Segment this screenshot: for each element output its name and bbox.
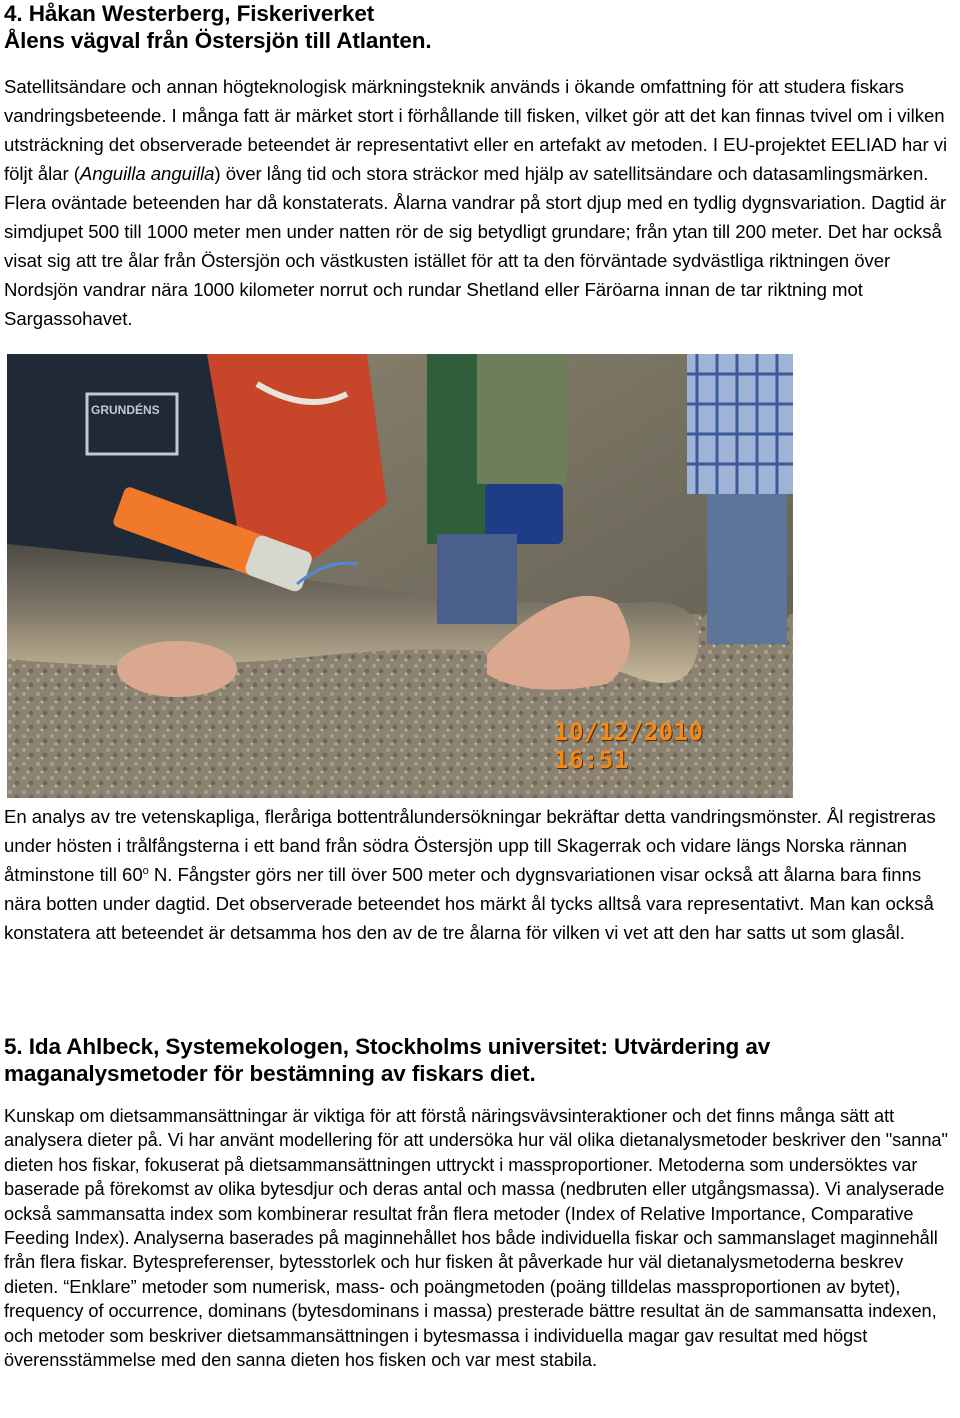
section-5-heading	[4, 1033, 770, 1087]
section-4-paragraph-2-text-a: En analys av tre vetenskapliga, fleråriga bottentrålundersökningar bekräftar detta vandringsmönster. Ål registreras under hösten i trålfångsterna i ett band från södra Östersjön upp till Skagerrak och vidare längs Norska rännan åtminstone till 60	[4, 806, 936, 885]
section-5-heading-line2: maganalysmetoder för bestämning av fiskars diet.	[4, 1061, 536, 1086]
section-4-paragraph-1-text-b: ) över lång tid och stora sträckor med hjälp av satellitsändare och datasamlingsmärken. Flera oväntade beteenden har då konstaterats. Ålarna vandrar på stort djup med en tydlig dygnsvariation. Dagtid är simdjupet 500 till 1000 meter men under natten rör de sig betydligt grundare; från ytan till 200 meter. Det har också visat sig att tre ålar från Östersjön och västkusten istället för att ta den förväntade sydvästliga riktningen över Nordsjön vandrar nära 1000 kilometer norrut och rundar Shetland eller Färöarna innan de tar riktning mot Sargassohavet.	[4, 163, 947, 329]
section-4-heading-line2: Ålens vägval från Östersjön till Atlanten.	[4, 28, 432, 53]
section-4-paragraph-2	[4, 802, 960, 947]
section-4-heading-line1: 4. Håkan Westerberg, Fiskeriverket	[4, 1, 375, 26]
eel-photo	[7, 354, 793, 798]
jacket-logo-text: GRUNDÉNS	[91, 403, 160, 417]
degree-mark: o	[142, 864, 149, 877]
section-5-paragraph-1: Kunskap om dietsammansättningar är viktiga för att förstå näringsvävsinteraktioner och det finns många sätt att analysera dieter på. Vi har använt modellering för att undersöka hur väl olika dietanalysmetoder beskriver den "sanna" dieten hos fiskar, fokuserat på dietsammansättningen uttryckt i massproportioner. Metoderna som undersöktes var baserade på förekomst av olika bytesdjur och deras antal och massa (nedbruten eller utgångsmassa). Vi analyserade också sammansatta index som kombinerar resultat från flera metoder (Index of Relative Importance, Comparative Feeding Index). Analyserna baserades på maginnehållet hos både individuella fiskar och sammanslaget maginnehåll från flera fiskar. Bytespreferenser, bytesstorlek och hur fisken åt påverkade hur väl dietanalysmetoderna beskrev dieten. “Enklare” metoder som numerisk, mass- och poängmetoden (poäng tilldelas massproportionen av bytet), frequency of occurrence, dominans (bytesdominans i massa) presterade bättre resultat än de sammansatta indexen, och metoder som beskriver dietsammansättningen i bytesmassa i individuella magar gav resultat med högst överensstämmelse med den sanna dieten hos fisken och var mest stabila.	[4, 1106, 948, 1371]
section-4-paragraph-2-text-b: N. Fångster görs ner till över 500 meter och dygnsvariationen visar också att ålarna bara finns nära botten under dagtid. Det observerade beteendet hos märkt ål tycks alltså vara representativt. Man kan också konstatera att beteendet är detsamma hos den av de tre ålarna för vilken vi vet att den har satts ut som glasål.	[4, 864, 934, 943]
section-4-heading	[4, 0, 432, 54]
section-5-heading-line1: 5. Ida Ahlbeck, Systemekologen, Stockholms universitet: Utvärdering av	[4, 1034, 771, 1059]
section-4-paragraph-1-text-a: Satellitsändare och annan högteknologisk märkningsteknik används i ökande omfattning för att studera fiskars vandringsbeteende. I många fatt är märket stort i förhållande till fisken, vilket gör att det kan finnas tvivel om i vilken utsträckning det observerade beteendet är representativt eller en artefakt av metoden. I EU-projektet EELIAD har vi följt ålar (	[4, 76, 948, 184]
species-name: Anguilla anguilla	[79, 163, 215, 184]
section-4-paragraph-1	[4, 72, 960, 333]
photo-timestamp: 10/12/2010 16:51	[554, 718, 704, 774]
